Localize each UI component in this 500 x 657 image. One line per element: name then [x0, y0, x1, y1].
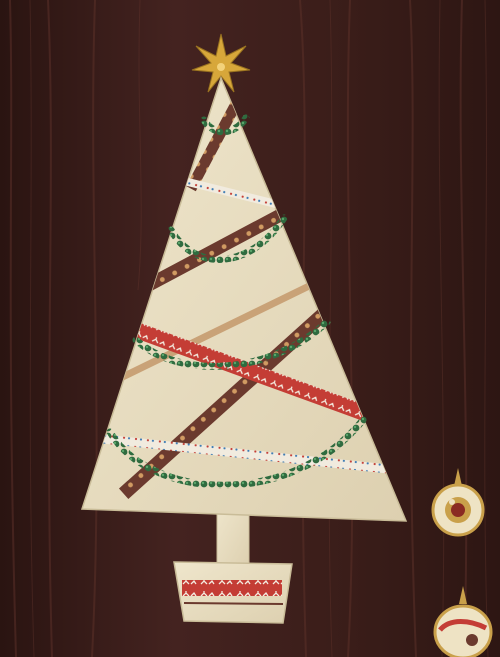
tree-pot — [174, 562, 292, 623]
